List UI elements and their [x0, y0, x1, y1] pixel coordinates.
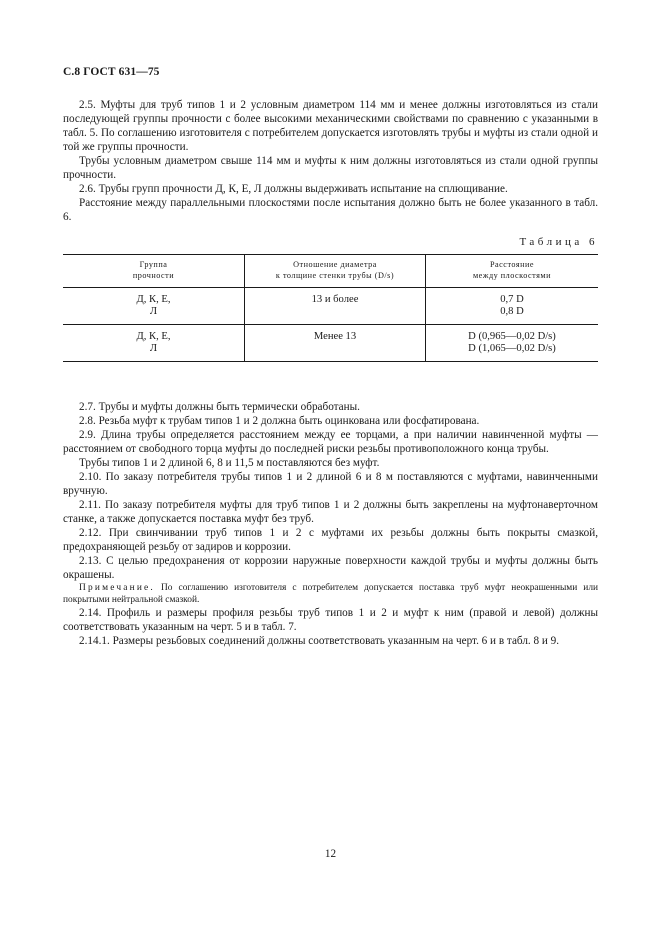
note-label: Примечание.: [79, 583, 155, 593]
paragraph-2-6: 2.6. Трубы групп прочности Д, К, Е, Л должны выдерживать испытание на сплющивание.: [79, 183, 508, 195]
paragraph-2-8: 2.8. Резьба муфт к трубам типов 1 и 2 должна быть оцинкована или фосфатирована.: [79, 415, 480, 427]
cell-distance: D (0,965—0,02 D/s) D (1,065—0,02 D/s): [426, 325, 599, 362]
page-header: С.8 ГОСТ 631—75: [63, 66, 160, 78]
cell-ratio: Менее 13: [245, 325, 426, 362]
section-2-5-2-6: [63, 98, 598, 224]
paragraph-2-11: 2.11. По заказу потребителя муфты для труб типов 1 и 2 должны быть закреплены на муфтонаверточном станке, а также допускается поставка муфт без труб.: [63, 499, 598, 525]
page-number: 12: [324, 848, 337, 860]
cell-group: Д, К, Е, Л: [63, 325, 245, 362]
table-row: [63, 288, 598, 325]
cell-group: Д, К, Е, Л: [63, 288, 245, 325]
paragraph-2-10: 2.10. По заказу потребителя трубы типов 1 и 2 длиной 6 и 8 м поставляются с муфтами, навинченными вручную.: [63, 471, 598, 497]
paragraph-2-5: 2.5. Муфты для труб типов 1 и 2 условным диаметром 114 мм и менее должны изготовляться из стали последующей группы прочности с более высокими механическими свойствами по сравнению с указанными в табл. 5. По соглашению изготовителя с потребителем допускается изготовлять трубы и муфты из стали одной и той же группы прочности.: [63, 99, 598, 153]
cell-ratio: 13 и более: [245, 288, 426, 325]
cell-distance: 0,7 D 0,8 D: [426, 288, 599, 325]
paragraph-2-14-1: 2.14.1. Размеры резьбовых соединений должны соответствовать указанным на черт. 6 и в табл. 8 и 9.: [79, 635, 560, 647]
table-caption: Таблица 6: [519, 236, 598, 248]
table-6: [63, 254, 598, 362]
header-group: Группа прочности: [63, 255, 245, 288]
paragraph-2-14: 2.14. Профиль и размеры профиля резьбы труб типов 1 и 2 и муфт к ним (правой и левой) должны соответствовать указанным на черт. 5 и в табл. 7.: [63, 607, 598, 633]
header-ratio: Отношение диаметра к толщине стенки трубы (D/s): [245, 255, 426, 288]
paragraph-2-5-cont: Трубы условным диаметром свыше 114 мм и муфты к ним должны изготовляться из стали одной группы прочности.: [63, 155, 598, 181]
note: [63, 582, 598, 606]
paragraph-2-13: 2.13. С целью предохранения от коррозии наружные поверхности каждой трубы и муфты должны быть окрашены.: [63, 555, 598, 581]
section-2-7-2-14: [63, 400, 598, 648]
paragraph-2-9: 2.9. Длина трубы определяется расстоянием между ее торцами, а при наличии навинченной муфты — расстоянием от свободного торца муфты до последней риски резьбы противоположного конца трубы.: [63, 429, 598, 455]
header-distance: Расстояние между плоскостями: [426, 255, 599, 288]
table-row: [63, 325, 598, 362]
note-text: По соглашению изготовителя с потребителем допускается поставка труб муфт неокрашенными или покрытыми нейтральной смазкой.: [63, 583, 599, 605]
paragraph-2-6-cont: Расстояние между параллельными плоскостями после испытания должно быть не более указанного в табл. 6.: [63, 197, 598, 223]
table-header-row: [63, 255, 598, 288]
paragraph-2-7: 2.7. Трубы и муфты должны быть термически обработаны.: [79, 401, 360, 413]
paragraph-2-9-cont: Трубы типов 1 и 2 длиной 6, 8 и 11,5 м поставляются без муфт.: [79, 457, 380, 469]
paragraph-2-12: 2.12. При свинчивании труб типов 1 и 2 с муфтами их резьбы должны быть покрыты смазкой, предохраняющей резьбу от задиров и коррозии.: [63, 527, 598, 553]
